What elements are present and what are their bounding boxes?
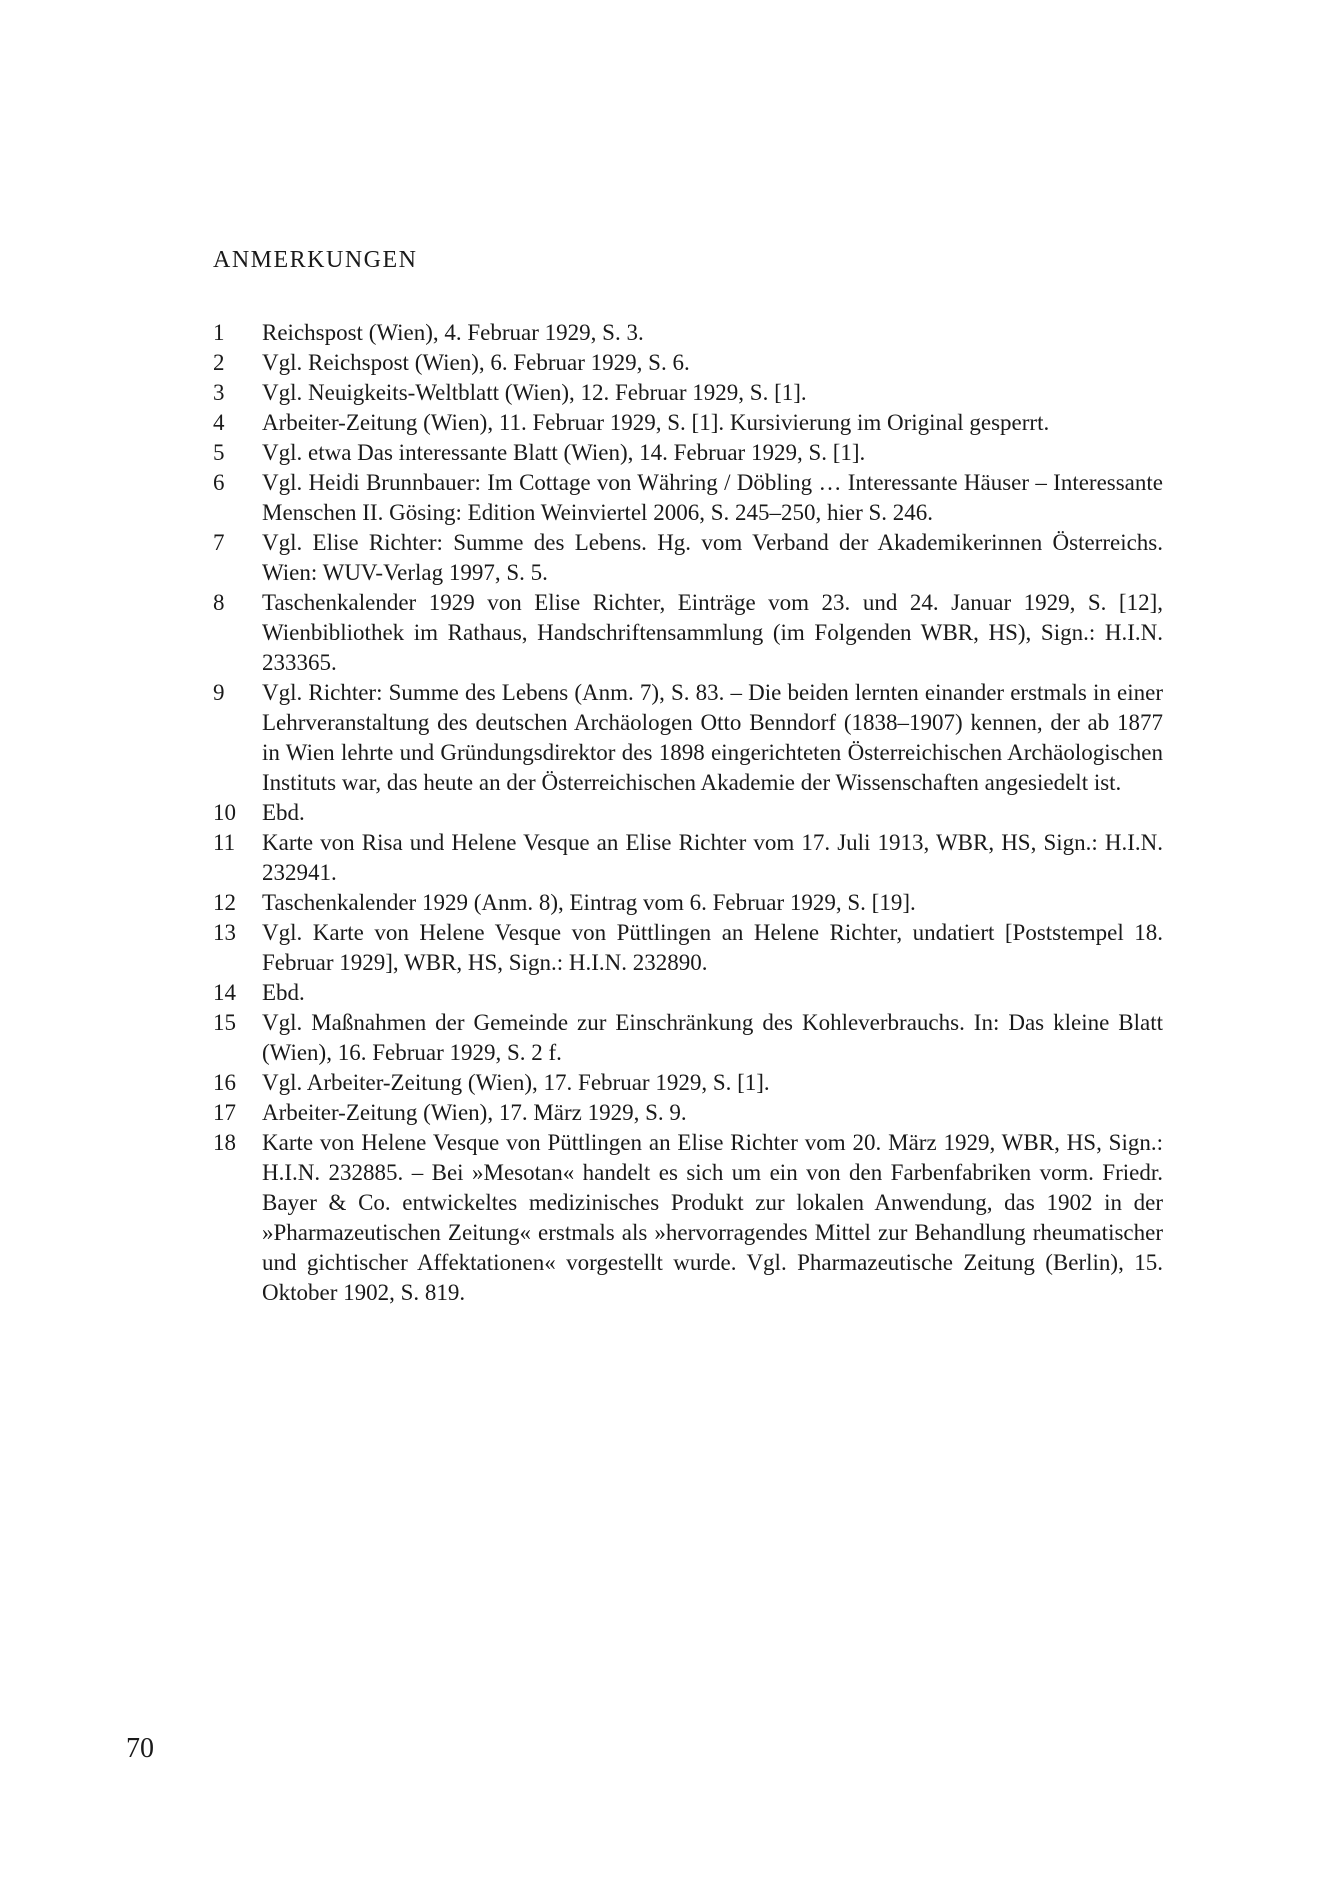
endnote-number: 4 xyxy=(213,410,225,435)
endnote-12 xyxy=(213,888,1163,918)
endnote-number: 13 xyxy=(213,920,236,945)
endnote-4 xyxy=(213,408,1163,438)
endnote-text: Reichspost (Wien), 4. Februar 1929, S. 3. xyxy=(262,320,644,345)
endnote-number: 6 xyxy=(213,470,225,495)
endnote-number: 10 xyxy=(213,800,236,825)
endnote-text: Vgl. Elise Richter: Summe des Lebens. Hg. vom Verband der Akademikerinnen Österreichs. Wien: WUV-Verlag 1997, S. 5. xyxy=(262,530,1163,585)
endnote-text: Vgl. Reichspost (Wien), 6. Februar 1929, S. 6. xyxy=(262,350,690,375)
endnote-number: 7 xyxy=(213,530,225,555)
endnote-text: Ebd. xyxy=(262,800,305,825)
endnote-text: Taschenkalender 1929 von Elise Richter, Einträge vom 23. und 24. Januar 1929, S. [12], Wienbibliothek im Rathaus, Handschriftensammlung (im Folgenden WBR, HS), Sign.: H.I.N. 233365. xyxy=(262,590,1163,675)
endnote-9 xyxy=(213,678,1163,798)
endnote-text: Karte von Helene Vesque von Püttlingen an Elise Richter vom 20. März 1929, WBR, HS, Sign.: H.I.N. 232885. – Bei »Mesotan« handelt es sich um ein von den Farbenfabriken vorm. Friedr. Bayer & Co. entwickeltes medizinisches Produkt zur lokalen Anwendung, das 1902 in der »Pharmazeutischen Zeitung« erstmals als »hervorragendes Mittel zur Behandlung rheumatischer und gichtischer Affektationen« vorgestellt wurde. Vgl. Pharmazeutische Zeitung (Berlin), 15. Oktober 1902, S. 819. xyxy=(262,1130,1163,1305)
endnote-2 xyxy=(213,348,1163,378)
endnote-18 xyxy=(213,1128,1163,1308)
endnote-number: 14 xyxy=(213,980,236,1005)
endnote-text: Ebd. xyxy=(262,980,305,1005)
endnote-number: 5 xyxy=(213,440,225,465)
endnote-number: 12 xyxy=(213,890,236,915)
endnote-text: Taschenkalender 1929 (Anm. 8), Eintrag vom 6. Februar 1929, S. [19]. xyxy=(262,890,916,915)
endnote-15 xyxy=(213,1008,1163,1068)
endnote-10 xyxy=(213,798,1163,828)
endnote-text: Arbeiter-Zeitung (Wien), 11. Februar 1929, S. [1]. Kursivierung im Original gesperrt. xyxy=(262,410,1050,435)
endnote-text: Vgl. Arbeiter-Zeitung (Wien), 17. Februar 1929, S. [1]. xyxy=(262,1070,770,1095)
endnote-number: 15 xyxy=(213,1010,236,1035)
endnote-text: Vgl. Neuigkeits-Weltblatt (Wien), 12. Februar 1929, S. [1]. xyxy=(262,380,807,405)
page-number: 70 xyxy=(126,1733,154,1764)
endnote-number: 2 xyxy=(213,350,225,375)
endnote-text: Vgl. Karte von Helene Vesque von Püttlingen an Helene Richter, undatiert [Poststempel 18. Februar 1929], WBR, HS, Sign.: H.I.N. 232890. xyxy=(262,920,1163,975)
endnote-number: 8 xyxy=(213,590,225,615)
endnote-number: 3 xyxy=(213,380,225,405)
endnote-16 xyxy=(213,1068,1163,1098)
endnote-1 xyxy=(213,318,1163,348)
endnote-number: 9 xyxy=(213,680,225,705)
endnote-text: Vgl. Richter: Summe des Lebens (Anm. 7), S. 83. – Die beiden lernten einander erstmals in einer Lehrveranstaltung des deutschen Archäologen Otto Benndorf (1838–1907) kennen, der ab 1877 in Wien lehrte und Gründungsdirektor des 1898 eingerichteten Österreichischen Archäologischen Instituts war, das heute an der Österreichischen Akademie der Wissenschaften angesiedelt ist. xyxy=(262,680,1163,795)
endnote-8 xyxy=(213,588,1163,678)
endnote-text: Vgl. Maßnahmen der Gemeinde zur Einschränkung des Kohleverbrauchs. In: Das kleine Blatt (Wien), 16. Februar 1929, S. 2 f. xyxy=(262,1010,1163,1065)
endnotes-list xyxy=(213,318,1163,1308)
endnote-7 xyxy=(213,528,1163,588)
endnote-5 xyxy=(213,438,1163,468)
endnote-3 xyxy=(213,378,1163,408)
endnote-11 xyxy=(213,828,1163,888)
endnote-text: Vgl. Heidi Brunnbauer: Im Cottage von Währing / Döbling … Interessante Häuser – Interessante Menschen II. Gösing: Edition Weinviertel 2006, S. 245–250, hier S. 246. xyxy=(262,470,1163,525)
section-title: ANMERKUNGEN xyxy=(213,247,418,273)
endnote-text: Karte von Risa und Helene Vesque an Elise Richter vom 17. Juli 1913, WBR, HS, Sign.: H.I.N. 232941. xyxy=(262,830,1163,885)
endnote-number: 17 xyxy=(213,1100,236,1125)
endnote-text: Arbeiter-Zeitung (Wien), 17. März 1929, S. 9. xyxy=(262,1100,687,1125)
endnote-number: 18 xyxy=(213,1130,236,1155)
endnote-text: Vgl. etwa Das interessante Blatt (Wien), 14. Februar 1929, S. [1]. xyxy=(262,440,866,465)
endnote-6 xyxy=(213,468,1163,528)
endnote-number: 16 xyxy=(213,1070,236,1095)
endnote-14 xyxy=(213,978,1163,1008)
endnote-number: 1 xyxy=(213,320,225,345)
endnote-number: 11 xyxy=(213,830,236,855)
endnote-13 xyxy=(213,918,1163,978)
endnote-17 xyxy=(213,1098,1163,1128)
